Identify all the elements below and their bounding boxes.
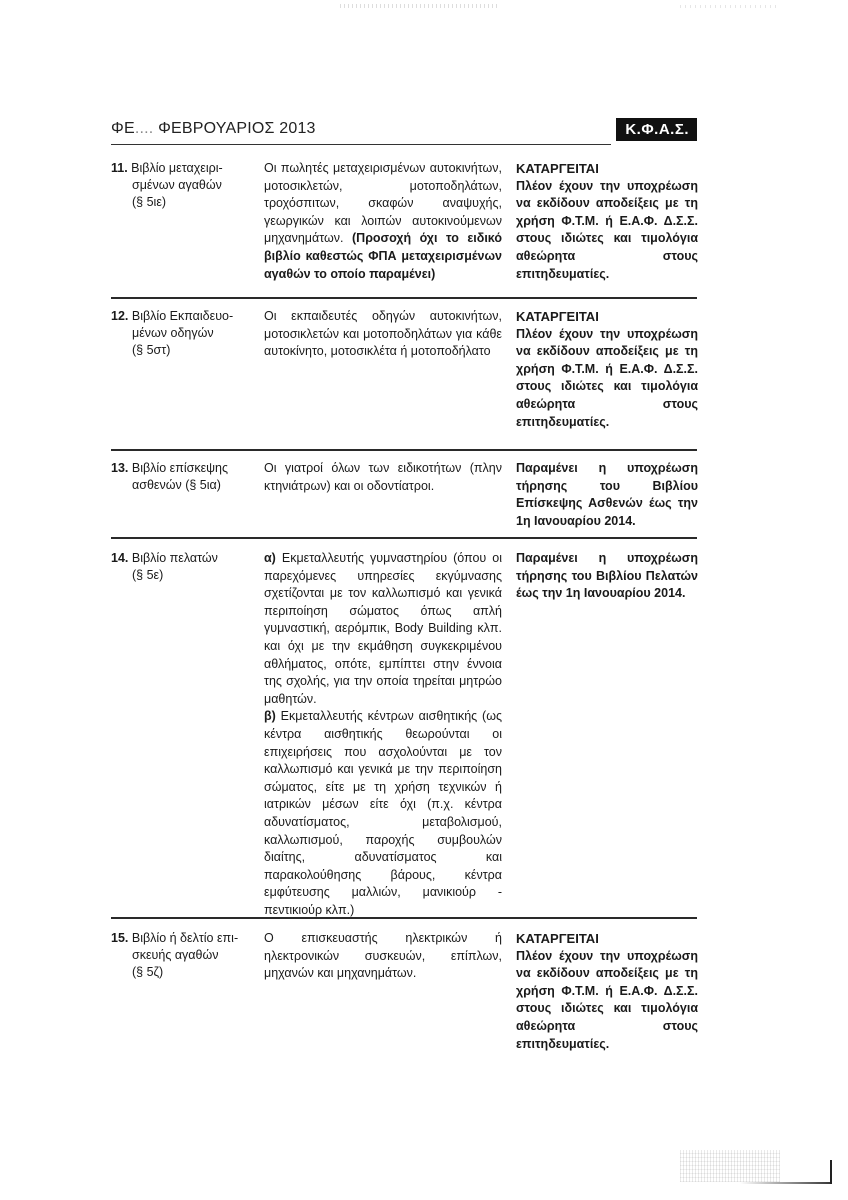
book-name-line1: Βιβλίο μεταχειρι- (131, 161, 223, 175)
item-b-label: β) (264, 709, 276, 724)
obligated-cell (264, 460, 502, 495)
section-badge: Κ.Φ.Α.Σ. (616, 118, 697, 141)
status-heading: ΚΑΤΑΡΓΕΙΤΑΙ (516, 309, 599, 324)
book-name-cell (111, 930, 251, 981)
status-text: Παραμένει η υποχρέωση τήρησης του Βιβλίου Επίσκεψης Ασθενών έως την 1η Ιανουαρίου 2014. (516, 461, 698, 528)
corner-fold-line (740, 1182, 832, 1184)
book-name-line1: Βιβλίο Εκπαιδευο- (131, 309, 234, 323)
obligated-cell (264, 160, 502, 283)
book-ref: (§ 5ζ) (132, 965, 164, 979)
row-number: 12. (111, 309, 129, 323)
row-number: 13. (111, 461, 129, 475)
status-text: Πλέον έχουν την υποχρέωση να εκδίδουν αποδείξεις με τη χρήση Φ.Τ.Μ. ή Ε.Α.Φ. Δ.Σ.Σ. στους ιδιώτες και τιμολόγια αθεώρητα στους επιτηδευματίες. (516, 948, 698, 1051)
scan-artifact-top (340, 4, 500, 8)
header-rule (111, 144, 611, 145)
book-name-line2: ασθενών (§ 5ια) (132, 478, 221, 492)
book-name-cell (111, 460, 251, 494)
item-a-label: α) (264, 551, 276, 565)
row-number: 14. (111, 551, 129, 565)
obligated-text: Οι γιατροί όλων των ειδικοτήτων (πλην κτηνιάτρων) και οι οδοντίατροι. (264, 461, 502, 493)
book-name-line2: σμένων αγαθών (132, 178, 222, 192)
obligated-item-b (264, 708, 502, 919)
row-divider (111, 449, 697, 451)
obligated-cell (264, 930, 502, 983)
header-prefix: ΦΕ (111, 120, 135, 137)
book-name-cell (111, 160, 251, 211)
status-cell (516, 308, 698, 431)
book-name-cell (111, 308, 251, 359)
row-number: 15. (111, 931, 129, 945)
row-divider (111, 537, 697, 539)
status-heading: ΚΑΤΑΡΓΕΙΤΑΙ (516, 161, 599, 176)
header-date: ΦΕΒΡΟΥΑΡΙΟΣ 2013 (158, 120, 316, 137)
status-cell (516, 460, 698, 530)
scan-artifact-corner (680, 1150, 780, 1182)
book-ref: (§ 5ε) (132, 568, 164, 582)
obligated-text: Οι πωλητές μεταχειρισμένων αυτοκινήτων, μοτοσικλετών, μοτοποδηλάτων, τροχόσπιτων, σκαφών αναψυχής, γεωργικών και λοιπών αυτοκινούμενων μηχανημάτων. (264, 161, 502, 246)
corner-fold-mark (830, 1160, 832, 1184)
item-a-text: Εκμεταλλευτής γυμναστηρίου (όπου οι παρεχόμενες υπηρεσίες εκγύμνασης σχετίζονται με τον καλλωπισμό και γενικά περιποίηση σώματος όπως απλή γυμναστική, αερόμπικ, Body Building κλπ. και όχι με την εκμάθηση συγκεκριμένου αθλήματος, οπότε, εμπίπτει στην έννοια της σχολής, για την οποία τηρείται μητρώο μαθητών. (264, 551, 502, 706)
book-ref: (§ 5στ) (132, 343, 171, 357)
item-b-text: Εκμεταλλευτής κέντρων αισθητικής (ως κέντρα αισθητικής θεωρούνται οι επιχειρήσεις που ασχολούνται με τον καλλωπισμό και γενικά με την περιποίηση σώματος, είτε με τη χρήση τεχνικών ή ιατρικών μέσων είτε όχι (π.χ. κέντρα αδυνατίσματος, μεταβολισμού, καλλωπισμού, παροχής συμβουλών διαίτης, αδυνατίσματος και παρακολούθησης βάρους, κέντρα εμφύτευσης μαλλιών, μανικιούρ - πεντικιούρ κλπ.) (264, 709, 502, 917)
obligated-note: (Προσοχή όχι το ειδικό βιβλίο καθεστώς ΦΠΑ μεταχειρισμένων αγαθών το οποίο παραμένει) (264, 231, 502, 281)
status-text: Παραμένει η υποχρέωση τήρησης του Βιβλίου Πελατών έως την 1η Ιανουαρίου 2014. (516, 551, 698, 601)
page-title (111, 120, 316, 138)
status-cell (516, 160, 698, 283)
book-name-line1: Βιβλίο ή δελτίο επι- (131, 931, 239, 945)
obligated-cell (264, 550, 502, 919)
status-cell (516, 550, 698, 603)
book-name-line2: μένων οδηγών (132, 326, 214, 340)
status-text: Πλέον έχουν την υποχρέωση να εκδίδουν αποδείξεις με τη χρήση Φ.Τ.Μ. ή Ε.Α.Φ. Δ.Σ.Σ. στους ιδιώτες και τιμολόγια αθεώρητα στους επιτηδευματίες. (516, 326, 698, 429)
scan-artifact-top-right (680, 5, 780, 8)
book-name-line1: Βιβλίο επίσκεψης (131, 461, 229, 475)
obligated-item-a (264, 550, 502, 708)
obligated-text: Οι εκπαιδευτές οδηγών αυτοκινήτων, μοτοσικλετών και μοτοποδηλάτων για κάθε αυτοκίνητο, μοτοσικλέτα ή μοτοποδήλατο (264, 309, 502, 359)
obligated-text: Ο επισκευαστής ηλεκτρικών ή ηλεκτρονικών συσκευών, επίπλων, μηχανών και μηχανημάτων. (264, 931, 502, 981)
book-name-line1: Βιβλίο πελατών (131, 551, 218, 565)
book-name-line2: σκευής αγαθών (132, 948, 219, 962)
status-heading: ΚΑΤΑΡΓΕΙΤΑΙ (516, 931, 599, 946)
obligated-cell (264, 308, 502, 361)
header-prefix-faded: .... (134, 120, 154, 137)
book-ref: (§ 5ιε) (132, 195, 167, 209)
book-name-cell (111, 550, 251, 584)
row-number: 11. (111, 161, 128, 175)
row-divider (111, 297, 697, 299)
row-divider (111, 917, 697, 919)
page-header (111, 118, 697, 146)
status-cell (516, 930, 698, 1053)
status-text: Πλέον έχουν την υποχρέωση να εκδίδουν αποδείξεις με τη χρήση Φ.Τ.Μ. ή Ε.Α.Φ. Δ.Σ.Σ. στους ιδιώτες και τιμολόγια αθεώρητα στους επιτηδευματίες. (516, 178, 698, 281)
